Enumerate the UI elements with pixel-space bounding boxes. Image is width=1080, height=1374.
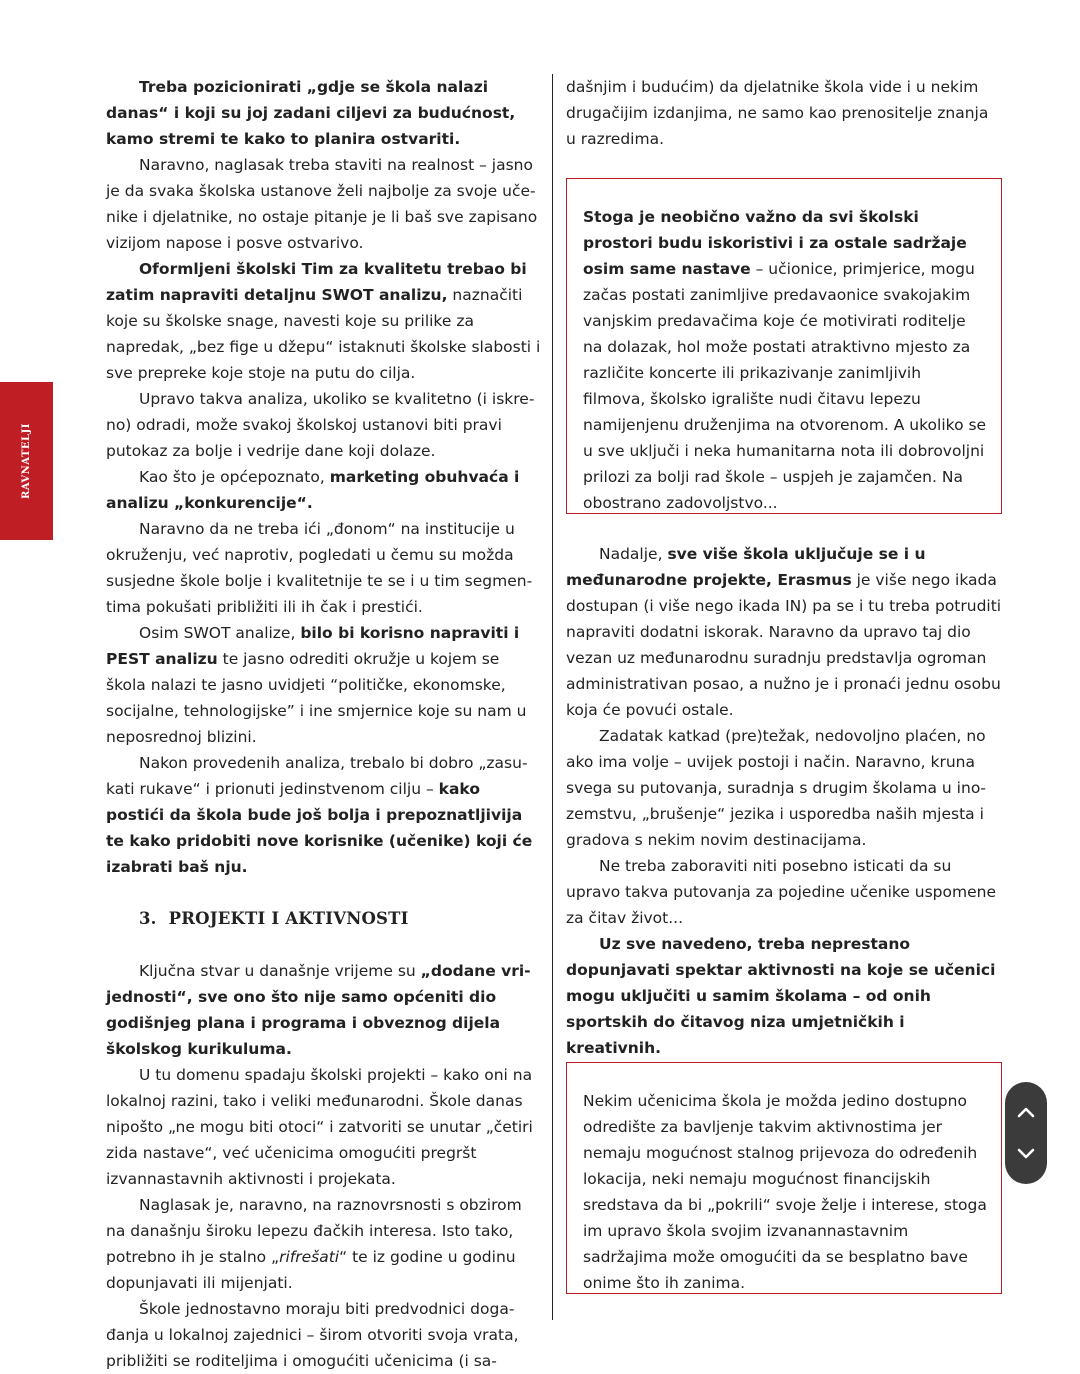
- chevron-up-icon[interactable]: [1011, 1097, 1041, 1127]
- right-column-top: [566, 74, 1002, 152]
- column-divider: [552, 74, 553, 1320]
- paragraph: Osim SWOT analize, bilo bi korisno napraviti i PEST analizu te jasno odrediti okružje u kojem se škola nalazi te jasno uvidjeti “političke, ekonomske, socijalne, tehnologijske” i ine smjernice koje su nam u neposrednoj blizini.: [106, 624, 527, 746]
- paragraph: Škole jednostavno moraju biti predvodnici događanja u lokalnoj zajednici – širom otvoriti svoja vrata, približiti se roditeljima i omogućiti učenicima (i sa-: [106, 1300, 519, 1370]
- paragraph: Naglasak je, naravno, na raznovrsnosti s obzirom na današnju široku lepezu đačkih interesa. Isto tako, potrebno ih je stalno „rifrešati“ te iz godine u godinu dopunjavati ili mijenjati.: [106, 1196, 522, 1292]
- box-text: Stoga je neobično važno da svi školski prostori budu iskoristivi i za ostale sadržaje osim same nastave – učionice, primjerice, mogu začas postati zanimljive predavaonice svakojakim vanjskim predavačima koje će motivirati roditelje na dolazak, hol može postati atraktivno mjesto za različite koncerte ili prikazivanje zanimljivih filmova, školsko igralište nudi čitavu lepezu namijenjenu druženjima na otvorenom. A ukoliko se u sve uključi i neka humanitarna nota ili dobrovoljni prilozi za bolji rad škole – uspjeh je zajamčen. Na obostrano zadovoljstvo...: [583, 208, 987, 512]
- paragraph: dašnjim i budućim) da djelatnike škola vide i u nekim drugačijim izdanjima, ne samo kao prenositelje znanja u razredima.: [566, 78, 989, 148]
- paragraph: Treba pozicionirati „gdje se škola nalazi danas“ i koji su joj zadani ciljevi za budućnost, kamo stremi te kako to planira ostvariti.: [106, 78, 516, 148]
- section-heading: [106, 906, 542, 932]
- chevron-down-icon[interactable]: [1011, 1139, 1041, 1169]
- right-column-body: [566, 541, 1002, 1061]
- section-title: PROJEKTI I AKTIVNOSTI: [168, 909, 409, 928]
- paragraph: Naravno, naglasak treba staviti na realnost – jasno je da svaka školska ustanove želi najbolje za svoje učenike i djelatnike, no ostaje pitanje je li baš sve zapisano vizijom napose i posve ostvarivo.: [106, 156, 538, 252]
- box-text: Nekim učenicima škola je možda jedino dostupno odredište za bavljenje takvim aktivnostima jer nemaju mogućnost stalnog prijevoza do određenih lokacija, neki nemaju mogućnost financijskih sredstava da bi „pokrili“ svoje želje i interese, stoga im upravo škola svojim izvanannastavnim sadržajima može omogućiti da se besplatno bave onime što ih zanima.: [583, 1092, 987, 1292]
- page-navigation: [1005, 1082, 1047, 1184]
- paragraph: Zadatak katkad (pre)težak, nedovoljno plaćen, no ako ima volje – uvijek postoji i način. Naravno, kruna svega su putovanja, suradnja s drugim školama u inozemstvu, „brušenje“ jezika i usporedba naših mjesta i gradova s nekim novim destinacijama.: [566, 727, 986, 849]
- paragraph: Ne treba zaboraviti niti posebno isticati da su upravo takva putovanja za pojedine učenike uspomene za čitav život...: [566, 857, 996, 927]
- paragraph: Nakon provedenih analiza, trebalo bi dobro „zasukati rukave“ i prionuti jedinstvenom cilju – kako postići da škola bude još bolja i prepoznatljivija te kako pridobiti nove korisnike (učenike) koji će izabrati baš nju.: [106, 754, 533, 876]
- paragraph: Kao što je općepoznato, marketing obuhvaća i analizu „konkurencije“.: [106, 468, 520, 512]
- paragraph: Nadalje, sve više škola uključuje se i u međunarodne projekte, Erasmus je više nego ikada dostupan (i više nego ikada IN) pa se i tu treba potruditi napraviti dodatni iskorak. Naravno da upravo taj dio vezan uz međunarodnu suradnju predstavlja ogroman administrativan posao, a nužno je i pronaći jednu osobu koja će povući ostale.: [566, 545, 1002, 719]
- highlight-box: [566, 178, 1002, 514]
- paragraph: Ključna stvar u današnje vrijeme su „dodane vrijednosti“, sve ono što nije samo općeniti dio godišnjeg plana i programa i obveznog dijela školskog kurikuluma.: [106, 962, 531, 1058]
- info-box: [566, 1062, 1002, 1294]
- paragraph: U tu domenu spadaju školski projekti – kako oni na lokalnoj razini, tako i veliki međunarodni. Škole danas nipošto „ne mogu biti otoci“ i zatvoriti se unutar „četiri zida nastave“, već učenicima omogućiti pregršt izvannastavnih aktivnosti i projekata.: [106, 1066, 533, 1188]
- paragraph: Oformljeni školski Tim za kvalitetu trebao bi zatim napraviti detaljnu SWOT analizu, naznačiti koje su školske snage, navesti koje su prilike za napredak, „bez fige u džepu“ istaknuti školske slabosti i sve prepreke koje stoje na putu do cilja.: [106, 260, 541, 382]
- paragraph: Naravno da ne treba ići „đonom“ na institucije u okruženju, već naprotiv, pogledati u čemu su možda susjedne škole bolje i kvalitetnije te se i u tim segmentima pokušati približiti ili ih čak i prestići.: [106, 520, 533, 616]
- left-column: [106, 74, 542, 1374]
- paragraph: Upravo takva analiza, ukoliko se kvalitetno (i iskreno) odradi, može svakoj školskoj ustanovi biti pravi putokaz za bolje i vedrije dane koji dolaze.: [106, 390, 535, 460]
- section-number: 3.: [139, 909, 157, 928]
- section-tab: [0, 382, 53, 540]
- paragraph: Uz sve navedeno, treba neprestano dopunjavati spektar aktivnosti na koje se učenici mogu uključiti u samim školama – od onih sportskih do čitavog niza umjetničkih i kreativnih.: [566, 935, 996, 1057]
- section-tab-label: RAVNATELJI: [21, 423, 32, 499]
